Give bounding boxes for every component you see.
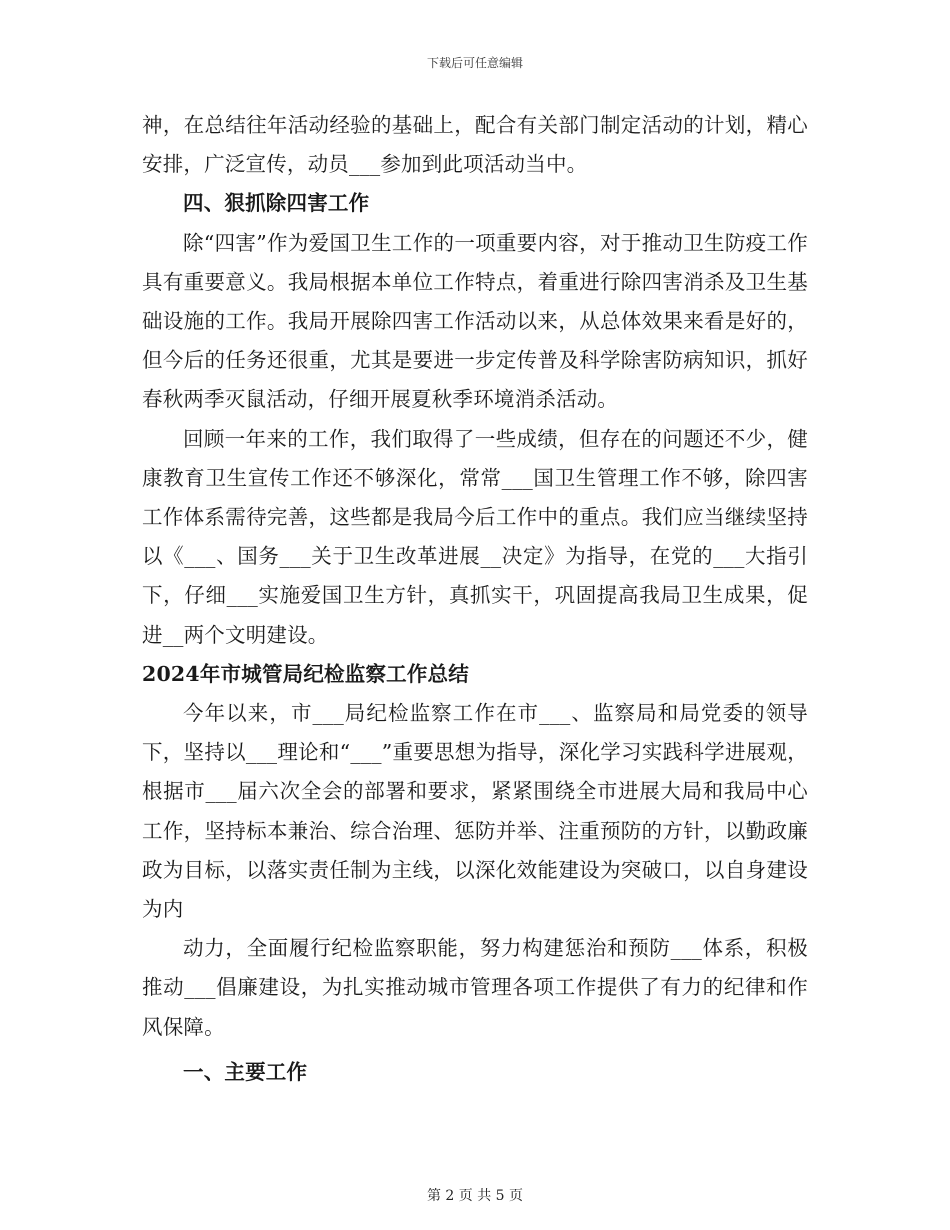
section-heading-main: 一、主要工作 <box>183 1059 308 1084</box>
section-heading-4: 四、狠抓除四害工作 <box>183 191 370 216</box>
page-number: 第 2 页 共 5 页 <box>426 1188 524 1204</box>
header-note: 下载后可任意编辑 <box>426 56 523 70</box>
paragraph: 今年以来，市___局纪检监察工作在市___、监察局和局党委的领导下，坚持以___理论和“___”重要思想为指导，深化学习实践科学进展观，根据市___届六次全会的部署和要求，紧紧围绕全市进展大局和我局中心工作，坚持标本兼治、综合治理、惩防并举、注重预防的方针，以勤政廉政为目标，以落实责任制为主线，以深化效能建设为突破口，以自身建设为内 <box>142 701 808 922</box>
paragraph: 动力，全面履行纪检监察职能，努力构建惩治和预防___体系，积极推动___倡廉建设，为扎实推动城市管理各项工作提供了有力的纪律和作风保障。 <box>142 936 808 1039</box>
paragraph-continued: 神，在总结往年活动经验的基础上，配合有关部门制定活动的计划，精心安排，广泛宣传，动员___参加到此项活动当中。 <box>142 113 808 177</box>
paragraph: 除“四害”作为爱国卫生工作的一项重要内容，对于推动卫生防疫工作具有重要意义。我局根据本单位工作特点，着重进行除四害消杀及卫生基础设施的工作。我局开展除四害工作活动以来，从总体效果来看是好的，但今后的任务还很重，尤其是要进一步定传普及科学除害防病知识，抓好春秋两季灭鼠活动，仔细开展夏秋季环境消杀活动。 <box>142 230 808 412</box>
document-body <box>142 106 808 1092</box>
document-title: 2024年市城管局纪检监察工作总结 <box>142 661 469 686</box>
paragraph: 回顾一年来的工作，我们取得了一些成绩，但存在的问题还不少，健康教育卫生宣传工作还不够深化，常常___国卫生管理工作不够，除四害工作体系需待完善，这些都是我局今后工作中的重点。我们应当继续坚持以《___、国务___关于卫生改革进展__决定》为指导，在党的___大指引下，仔细___实施爱国卫生方针，真抓实干，巩固提高我局卫生成果，促进__两个文明建设。 <box>142 426 808 647</box>
